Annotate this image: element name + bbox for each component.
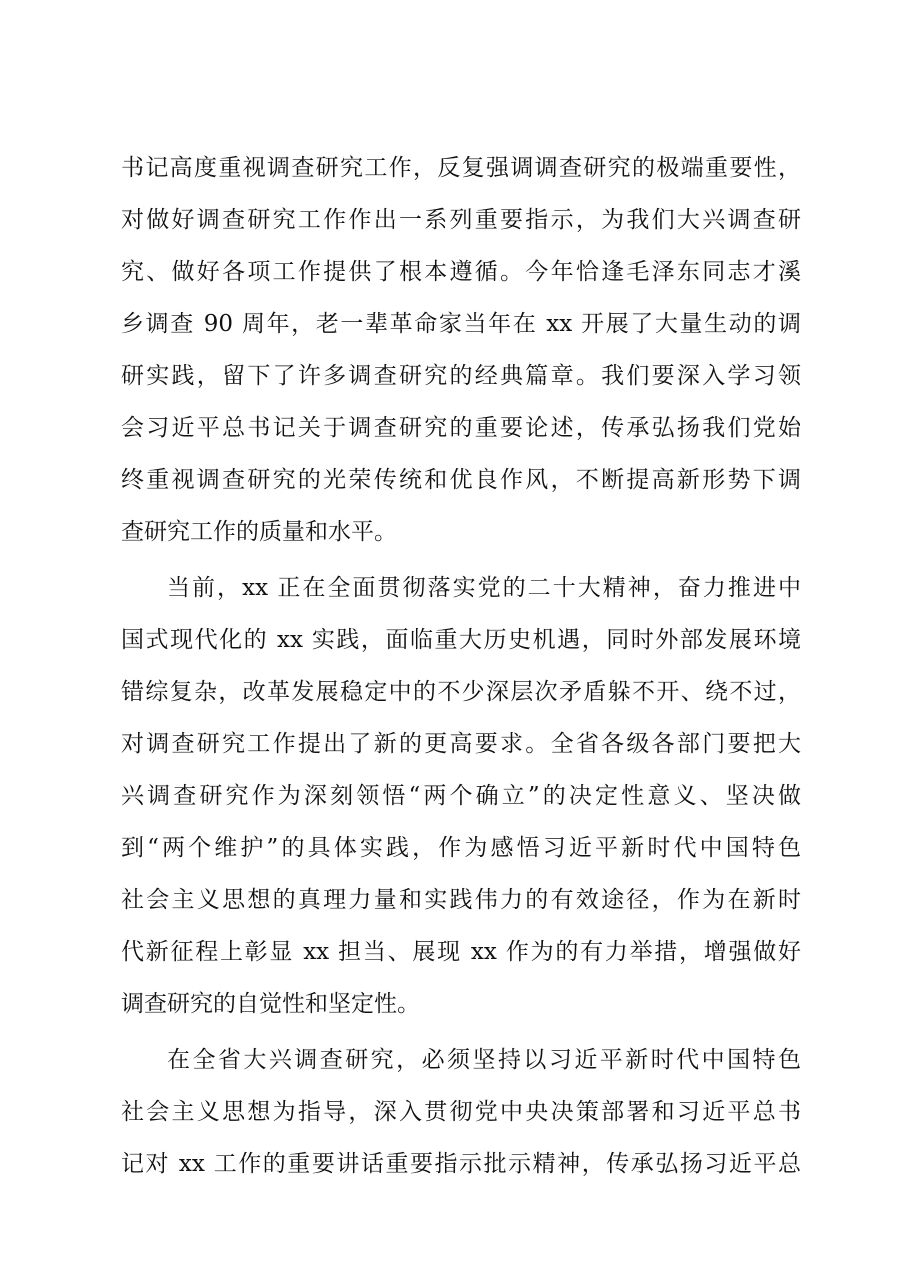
text-line: 研实践，留下了许多调查研究的经典篇章。我们要深入学习领 (121, 363, 801, 389)
paragraph-3 (121, 1034, 801, 1190)
text-line: 到“两个维护”的具体实践，作为感悟习近平新时代中国特色 (121, 835, 801, 861)
text-line: 调查研究的自觉性和坚定性。 (121, 991, 420, 1017)
text-line: 究、做好各项工作提供了根本遵循。今年恰逢毛泽东同志才溪 (121, 259, 801, 285)
text-line: 当前，xx 正在全面贯彻落实党的二十大精神，奋力推进中 (167, 575, 801, 601)
document-body (121, 142, 801, 1190)
text-line: 兴调查研究作为深刻领悟“两个确立”的决定性意义、坚决做 (121, 783, 801, 809)
paragraph-2 (121, 562, 801, 1030)
text-line: 乡调查 90 周年，老一辈革命家当年在 xx 开展了大量生动的调 (121, 311, 802, 337)
text-line: 国式现代化的 xx 实践，面临重大历史机遇，同时外部发展环境 (121, 627, 801, 653)
text-line: 对调查研究工作提出了新的更高要求。全省各级各部门要把大 (121, 731, 801, 757)
text-line: 记对 xx 工作的重要讲话重要指示批示精神，传承弘扬习近平总 (121, 1151, 801, 1177)
text-line: 对做好调查研究工作作出一系列重要指示，为我们大兴调查研 (121, 207, 801, 233)
text-line: 社会主义思想为指导，深入贯彻党中央决策部署和习近平总书 (121, 1099, 801, 1125)
text-line: 书记高度重视调查研究工作，反复强调调查研究的极端重要性， (121, 155, 801, 181)
text-line: 会习近平总书记关于调查研究的重要论述，传承弘扬我们党始 (121, 415, 801, 441)
text-line: 代新征程上彰显 xx 担当、展现 xx 作为的有力举措，增强做好 (121, 939, 801, 965)
text-line: 终重视调查研究的光荣传统和优良作风，不断提高新形势下调 (121, 467, 801, 493)
text-line: 在全省大兴调查研究，必须坚持以习近平新时代中国特色 (167, 1047, 801, 1073)
text-line: 查研究工作的质量和水平。 (121, 519, 397, 545)
text-line: 错综复杂，改革发展稳定中的不少深层次矛盾躲不开、绕不过， (121, 679, 801, 705)
paragraph-1 (121, 142, 801, 558)
text-line: 社会主义思想的真理力量和实践伟力的有效途径，作为在新时 (121, 887, 801, 913)
